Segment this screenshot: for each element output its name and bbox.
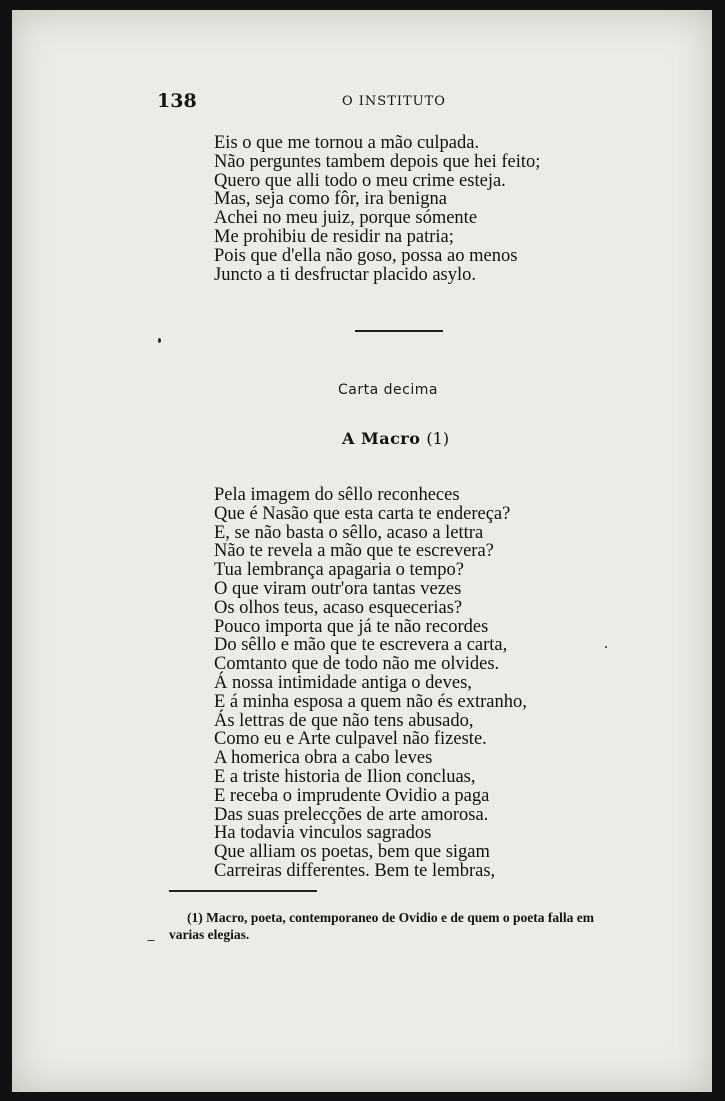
- page-number: 138: [157, 90, 197, 112]
- verse-line: E, se não basta o sêllo, acaso a lettra: [214, 522, 484, 543]
- verse-line: Achei no meu juiz, porque sómente: [214, 208, 478, 229]
- verse-line: Os olhos teus, acaso esquecerias?: [214, 597, 463, 618]
- verse-line: Juncto a ti desfructar placido asylo.: [214, 264, 476, 285]
- paper-speck: [605, 646, 607, 648]
- verse-line: Ha todavia vinculos sagrados: [214, 823, 432, 844]
- verse-line: E receba o imprudente Ovidio a paga: [214, 785, 490, 806]
- verse-line: Mas, seja como fôr, ira benigna: [214, 189, 448, 210]
- book-page: [12, 10, 712, 1092]
- footnote-marker: (1): [426, 429, 450, 448]
- verse-line: Que é Nasão que esta carta te endereça?: [214, 503, 511, 524]
- verse-line: E a triste historia de Ilion concluas,: [214, 766, 476, 787]
- poem-title: [342, 429, 449, 448]
- verse-line: Eis o que me tornou a mão culpada.: [214, 133, 480, 153]
- verse-line: Pela imagem do sêllo reconheces: [214, 485, 460, 505]
- poem-continuation: [214, 134, 540, 284]
- footnote-line: varias elegias.: [169, 927, 250, 942]
- paper-speck: [147, 940, 155, 941]
- verse-line: Do sêllo e mão que te escrevera a carta,: [214, 635, 508, 656]
- verse-line: A homerica obra a cabo leves: [214, 748, 433, 769]
- footnote-line: (1) Macro, poeta, contemporaneo de Ovidio e de quem o poeta falla em: [187, 910, 594, 925]
- verse-line: Pois que d'ella não goso, possa ao menos: [214, 245, 518, 266]
- poem-title-text: A Macro: [342, 429, 421, 448]
- verse-line: Pouco importa que já te não recordes: [214, 616, 489, 637]
- verse-line: Á nossa intimidade antiga o deves,: [214, 672, 472, 693]
- verse-line: Me prohibiu de residir na patria;: [214, 226, 454, 247]
- verse-line: Não perguntes tambem depois que hei feito;: [214, 151, 541, 172]
- footnote: [169, 909, 647, 943]
- verse-line: O que viram outr'ora tantas vezes: [214, 578, 462, 599]
- verse-line: Como eu e Arte culpavel não fizeste.: [214, 729, 487, 750]
- verse-line: Comtanto que de todo não me olvides.: [214, 654, 500, 675]
- poem-letter: [214, 486, 527, 881]
- verse-line: Das suas prelecções de arte amorosa.: [214, 804, 489, 825]
- page-header: [157, 90, 677, 114]
- paper-speck: [158, 338, 161, 343]
- footnote-rule: [169, 890, 317, 892]
- verse-line: Que alliam os poetas, bem que sigam: [214, 842, 490, 863]
- section-title: Carta decima: [338, 382, 438, 398]
- verse-line: Quero que alli todo o meu crime esteja.: [214, 170, 506, 191]
- verse-line: Tua lembrança apagaria o tempo?: [214, 560, 464, 581]
- verse-line: Ás lettras de que não tens abusado,: [214, 710, 474, 731]
- verse-line: Carreiras differentes. Bem te lembras,: [214, 860, 496, 881]
- section-divider: [355, 330, 443, 332]
- verse-line: E á minha esposa a quem não és extranho,: [214, 691, 527, 712]
- running-head: O INSTITUTO: [342, 94, 446, 109]
- verse-line: Não te revela a mão que te escrevera?: [214, 541, 494, 562]
